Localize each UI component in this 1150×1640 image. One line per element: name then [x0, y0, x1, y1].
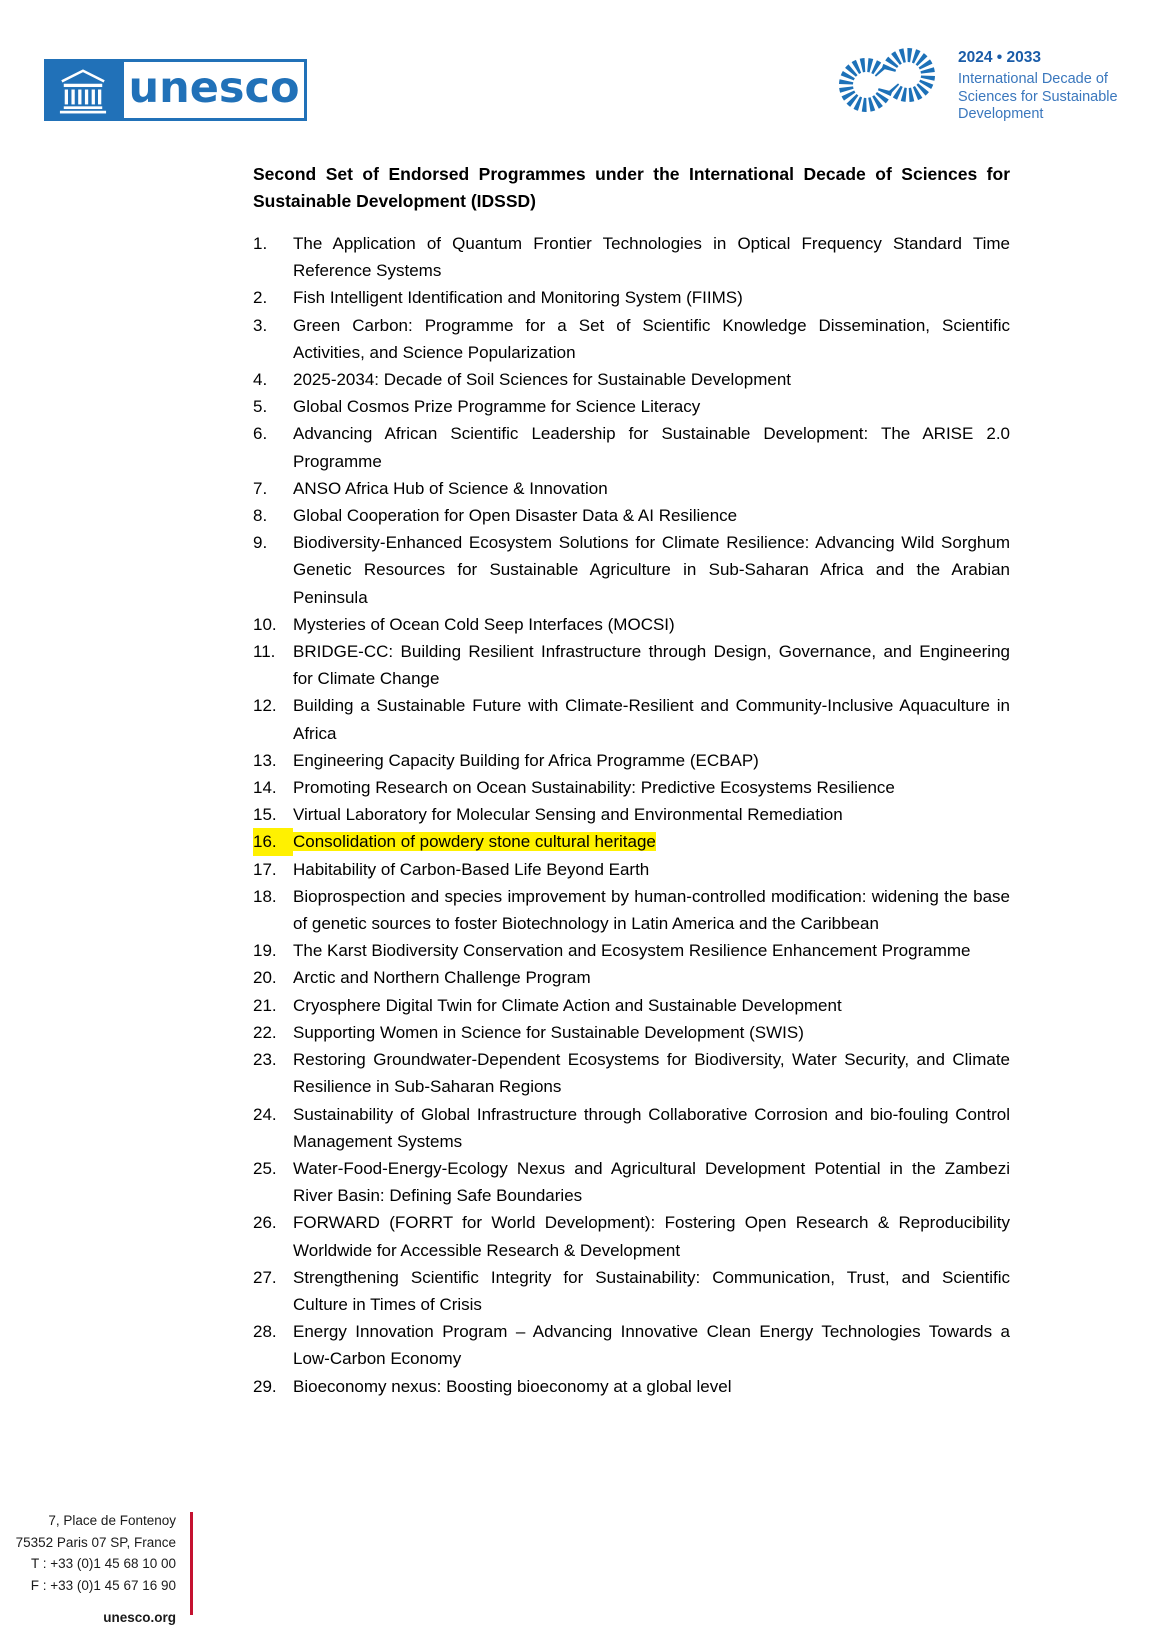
idssd-line-1: International Decade of [958, 71, 1108, 87]
item-number: 9. [253, 533, 268, 553]
item-number: 20. [253, 968, 277, 988]
item-number: 3. [253, 315, 268, 335]
item-text: Biodiversity-Enhanced Ecosystem Solutions for Climate Resilience: Advancing Wild Sorghum Genetic Resources for Sustainable Agriculture in Sub-Saharan Africa and the Arabian Peninsula [293, 533, 1010, 607]
list-item [253, 230, 1010, 284]
list-item [253, 856, 1010, 883]
item-text: Sustainability of Global Infrastructure through Collaborative Corrosion and bio-fouling Control Management Systems [293, 1104, 1010, 1151]
item-number: 7. [253, 478, 268, 498]
item-text-wrap [293, 964, 1010, 991]
item-number: 18. [253, 886, 277, 906]
list-item [253, 964, 1010, 991]
list-item [253, 692, 1010, 746]
list-item [253, 774, 1010, 801]
item-text-wrap [293, 883, 1010, 937]
item-text: Arctic and Northern Challenge Program [293, 968, 591, 988]
footer-phone-line: T : +33 (0)1 45 68 10 00 [31, 1556, 176, 1571]
item-text-wrap [293, 393, 1010, 420]
item-text-wrap [293, 611, 1010, 638]
item-text-wrap [293, 1264, 1010, 1318]
item-text: The Karst Biodiversity Conservation and Ecosystem Resilience Enhancement Programme [293, 941, 971, 961]
item-number: 23. [253, 1050, 277, 1070]
item-text: Mysteries of Ocean Cold Seep Interfaces (MOCSI) [293, 614, 675, 634]
list-item [253, 1318, 1010, 1372]
item-number: 27. [253, 1267, 277, 1287]
list-item [253, 1101, 1010, 1155]
item-number: 25. [253, 1158, 277, 1178]
item-text: BRIDGE-CC: Building Resilient Infrastructure through Design, Governance, and Engineering for Climate Change [293, 642, 1010, 689]
item-number: 11. [253, 642, 276, 662]
item-text-wrap [293, 312, 1010, 366]
item-text-wrap [293, 230, 1010, 284]
footer-website: unesco.org [103, 1610, 176, 1625]
footer-address-block [10, 1510, 176, 1629]
idssd-infinity-icon [834, 38, 940, 114]
list-item [253, 611, 1010, 638]
item-text: Supporting Women in Science for Sustainable Development (SWIS) [293, 1022, 804, 1042]
item-number: 16. [253, 828, 293, 855]
item-text-wrap [293, 937, 1010, 964]
item-text: Engineering Capacity Building for Africa Programme (ECBAP) [293, 750, 759, 770]
item-text: Strengthening Scientific Integrity for Sustainability: Communication, Trust, and Scientific Culture in Times of Crisis [293, 1267, 1010, 1314]
item-text-wrap [293, 529, 1010, 611]
list-item [253, 747, 1010, 774]
item-number: 21. [253, 995, 277, 1015]
item-text: Promoting Research on Ocean Sustainability: Predictive Ecosystems Resilience [293, 778, 895, 798]
list-item [253, 284, 1010, 311]
idssd-years: 2024 • 2033 [958, 49, 1042, 66]
list-item-highlighted [253, 828, 1010, 855]
item-number: 1. [253, 234, 268, 253]
programme-list [253, 230, 1010, 1400]
list-item [253, 1264, 1010, 1318]
item-text-wrap [293, 638, 1010, 692]
item-text-wrap [293, 420, 1010, 474]
list-item [253, 1209, 1010, 1263]
unesco-emblem [44, 59, 121, 121]
footer-red-divider [190, 1512, 193, 1615]
idssd-line-3: Development [958, 106, 1044, 122]
item-number: 19. [253, 941, 277, 961]
list-item [253, 801, 1010, 828]
item-text: Building a Sustainable Future with Climate-Resilient and Community-Inclusive Aquaculture in Africa [293, 696, 1010, 743]
item-text: The Application of Quantum Frontier Technologies in Optical Frequency Standard Time Reference Systems [293, 234, 1010, 281]
item-text: Water-Food-Energy-Ecology Nexus and Agricultural Development Potential in the Zambezi River Basin: Defining Safe Boundaries [293, 1158, 1010, 1206]
item-text-wrap [293, 801, 1010, 828]
idssd-line-2: Sciences for Sustainable [958, 88, 1118, 105]
footer-address-line: 75352 Paris 07 SP, France [15, 1534, 176, 1550]
list-item [253, 1373, 1010, 1400]
list-item [253, 937, 1010, 964]
list-item [253, 312, 1010, 366]
item-number: 28. [253, 1322, 277, 1342]
item-text: Global Cosmos Prize Programme for Science Literacy [293, 397, 701, 417]
item-number: 5. [253, 397, 268, 417]
item-number: 15. [253, 805, 277, 825]
idssd-text-block [958, 38, 1118, 124]
item-text: Consolidation of powdery stone cultural heritage [293, 832, 656, 852]
footer-fax-line: F : +33 (0)1 45 67 16 90 [30, 1577, 176, 1593]
list-item [253, 529, 1010, 611]
item-text: Cryosphere Digital Twin for Climate Action and Sustainable Development [293, 995, 842, 1015]
item-number: 8. [253, 506, 268, 526]
item-text-wrap [293, 992, 1010, 1019]
item-number: 4. [253, 370, 268, 390]
item-text-wrap [293, 284, 1010, 311]
item-text: Bioeconomy nexus: Boosting bioeconomy at a global level [293, 1376, 732, 1396]
list-item [253, 638, 1010, 692]
item-text: ANSO Africa Hub of Science & Innovation [293, 478, 608, 498]
item-text-wrap [293, 475, 1010, 502]
unesco-wordmark-box [121, 59, 307, 121]
item-text: Energy Innovation Program – Advancing Innovative Clean Energy Technologies Towards a Low-Carbon Economy [293, 1322, 1010, 1369]
item-number: 12. [253, 696, 277, 716]
item-text-wrap [293, 1209, 1010, 1263]
item-number: 13. [253, 750, 277, 770]
idssd-decade-logo [834, 38, 1118, 124]
item-number: 14. [253, 778, 277, 798]
item-text-wrap [293, 747, 1010, 774]
page-title: Second Set of Endorsed Programmes under the International Decade of Sciences for Sustainable Development (IDSSD) [253, 164, 1010, 211]
list-item [253, 502, 1010, 529]
unesco-logo [44, 59, 307, 121]
item-text: Restoring Groundwater-Dependent Ecosystems for Biodiversity, Water Security, and Climate Resilience in Sub-Saharan Regions [293, 1050, 1010, 1097]
unesco-wordmark: unesco [128, 62, 300, 113]
list-item [253, 475, 1010, 502]
item-number: 24. [253, 1104, 277, 1124]
list-item [253, 420, 1010, 474]
unesco-temple-icon [52, 65, 114, 115]
list-item [253, 1155, 1010, 1209]
item-text: Virtual Laboratory for Molecular Sensing and Environmental Remediation [293, 805, 843, 825]
item-number: 6. [253, 424, 268, 444]
item-number: 10. [253, 614, 277, 634]
list-item [253, 1019, 1010, 1046]
item-text-wrap [293, 1046, 1010, 1100]
item-text-wrap [293, 692, 1010, 746]
item-text-wrap [293, 1318, 1010, 1372]
item-text-wrap [293, 502, 1010, 529]
list-item [253, 393, 1010, 420]
item-text-wrap [293, 1101, 1010, 1155]
item-number: 17. [253, 859, 277, 879]
item-number: 29. [253, 1376, 277, 1396]
item-text: Green Carbon: Programme for a Set of Scientific Knowledge Dissemination, Scientific Activities, and Science Popularization [293, 315, 1010, 362]
list-item [253, 992, 1010, 1019]
list-item [253, 1046, 1010, 1100]
item-text: Habitability of Carbon-Based Life Beyond Earth [293, 859, 650, 879]
item-text: Advancing African Scientific Leadership for Sustainable Development: The ARISE 2.0 Programme [293, 424, 1010, 471]
item-text-wrap [293, 774, 1010, 801]
item-text-wrap [293, 1155, 1010, 1209]
item-number: 22. [253, 1022, 277, 1042]
item-text: Bioprospection and species improvement by human-controlled modification: widening the base of genetic sources to foster Biotechnology in Latin America and the Caribbean [293, 886, 1010, 934]
item-text-wrap [293, 856, 1010, 883]
item-number: 2. [253, 288, 268, 308]
item-text-wrap [293, 828, 1010, 855]
list-item [253, 883, 1010, 937]
item-text: 2025-2034: Decade of Soil Sciences for Sustainable Development [293, 370, 792, 390]
item-text-wrap [293, 1373, 1010, 1400]
item-number: 26. [253, 1213, 277, 1233]
item-text: Global Cooperation for Open Disaster Data & AI Resilience [293, 506, 738, 526]
item-text-wrap [293, 1019, 1010, 1046]
item-text-wrap [293, 366, 1010, 393]
list-item [253, 366, 1010, 393]
item-text: Fish Intelligent Identification and Monitoring System (FIIMS) [293, 288, 743, 308]
item-text: FORWARD (FORRT for World Development): Fostering Open Research & Reproducibility Worldwide for Accessible Research & Development [293, 1213, 1010, 1260]
footer-address-line: 7, Place de Fontenoy [48, 1513, 176, 1528]
